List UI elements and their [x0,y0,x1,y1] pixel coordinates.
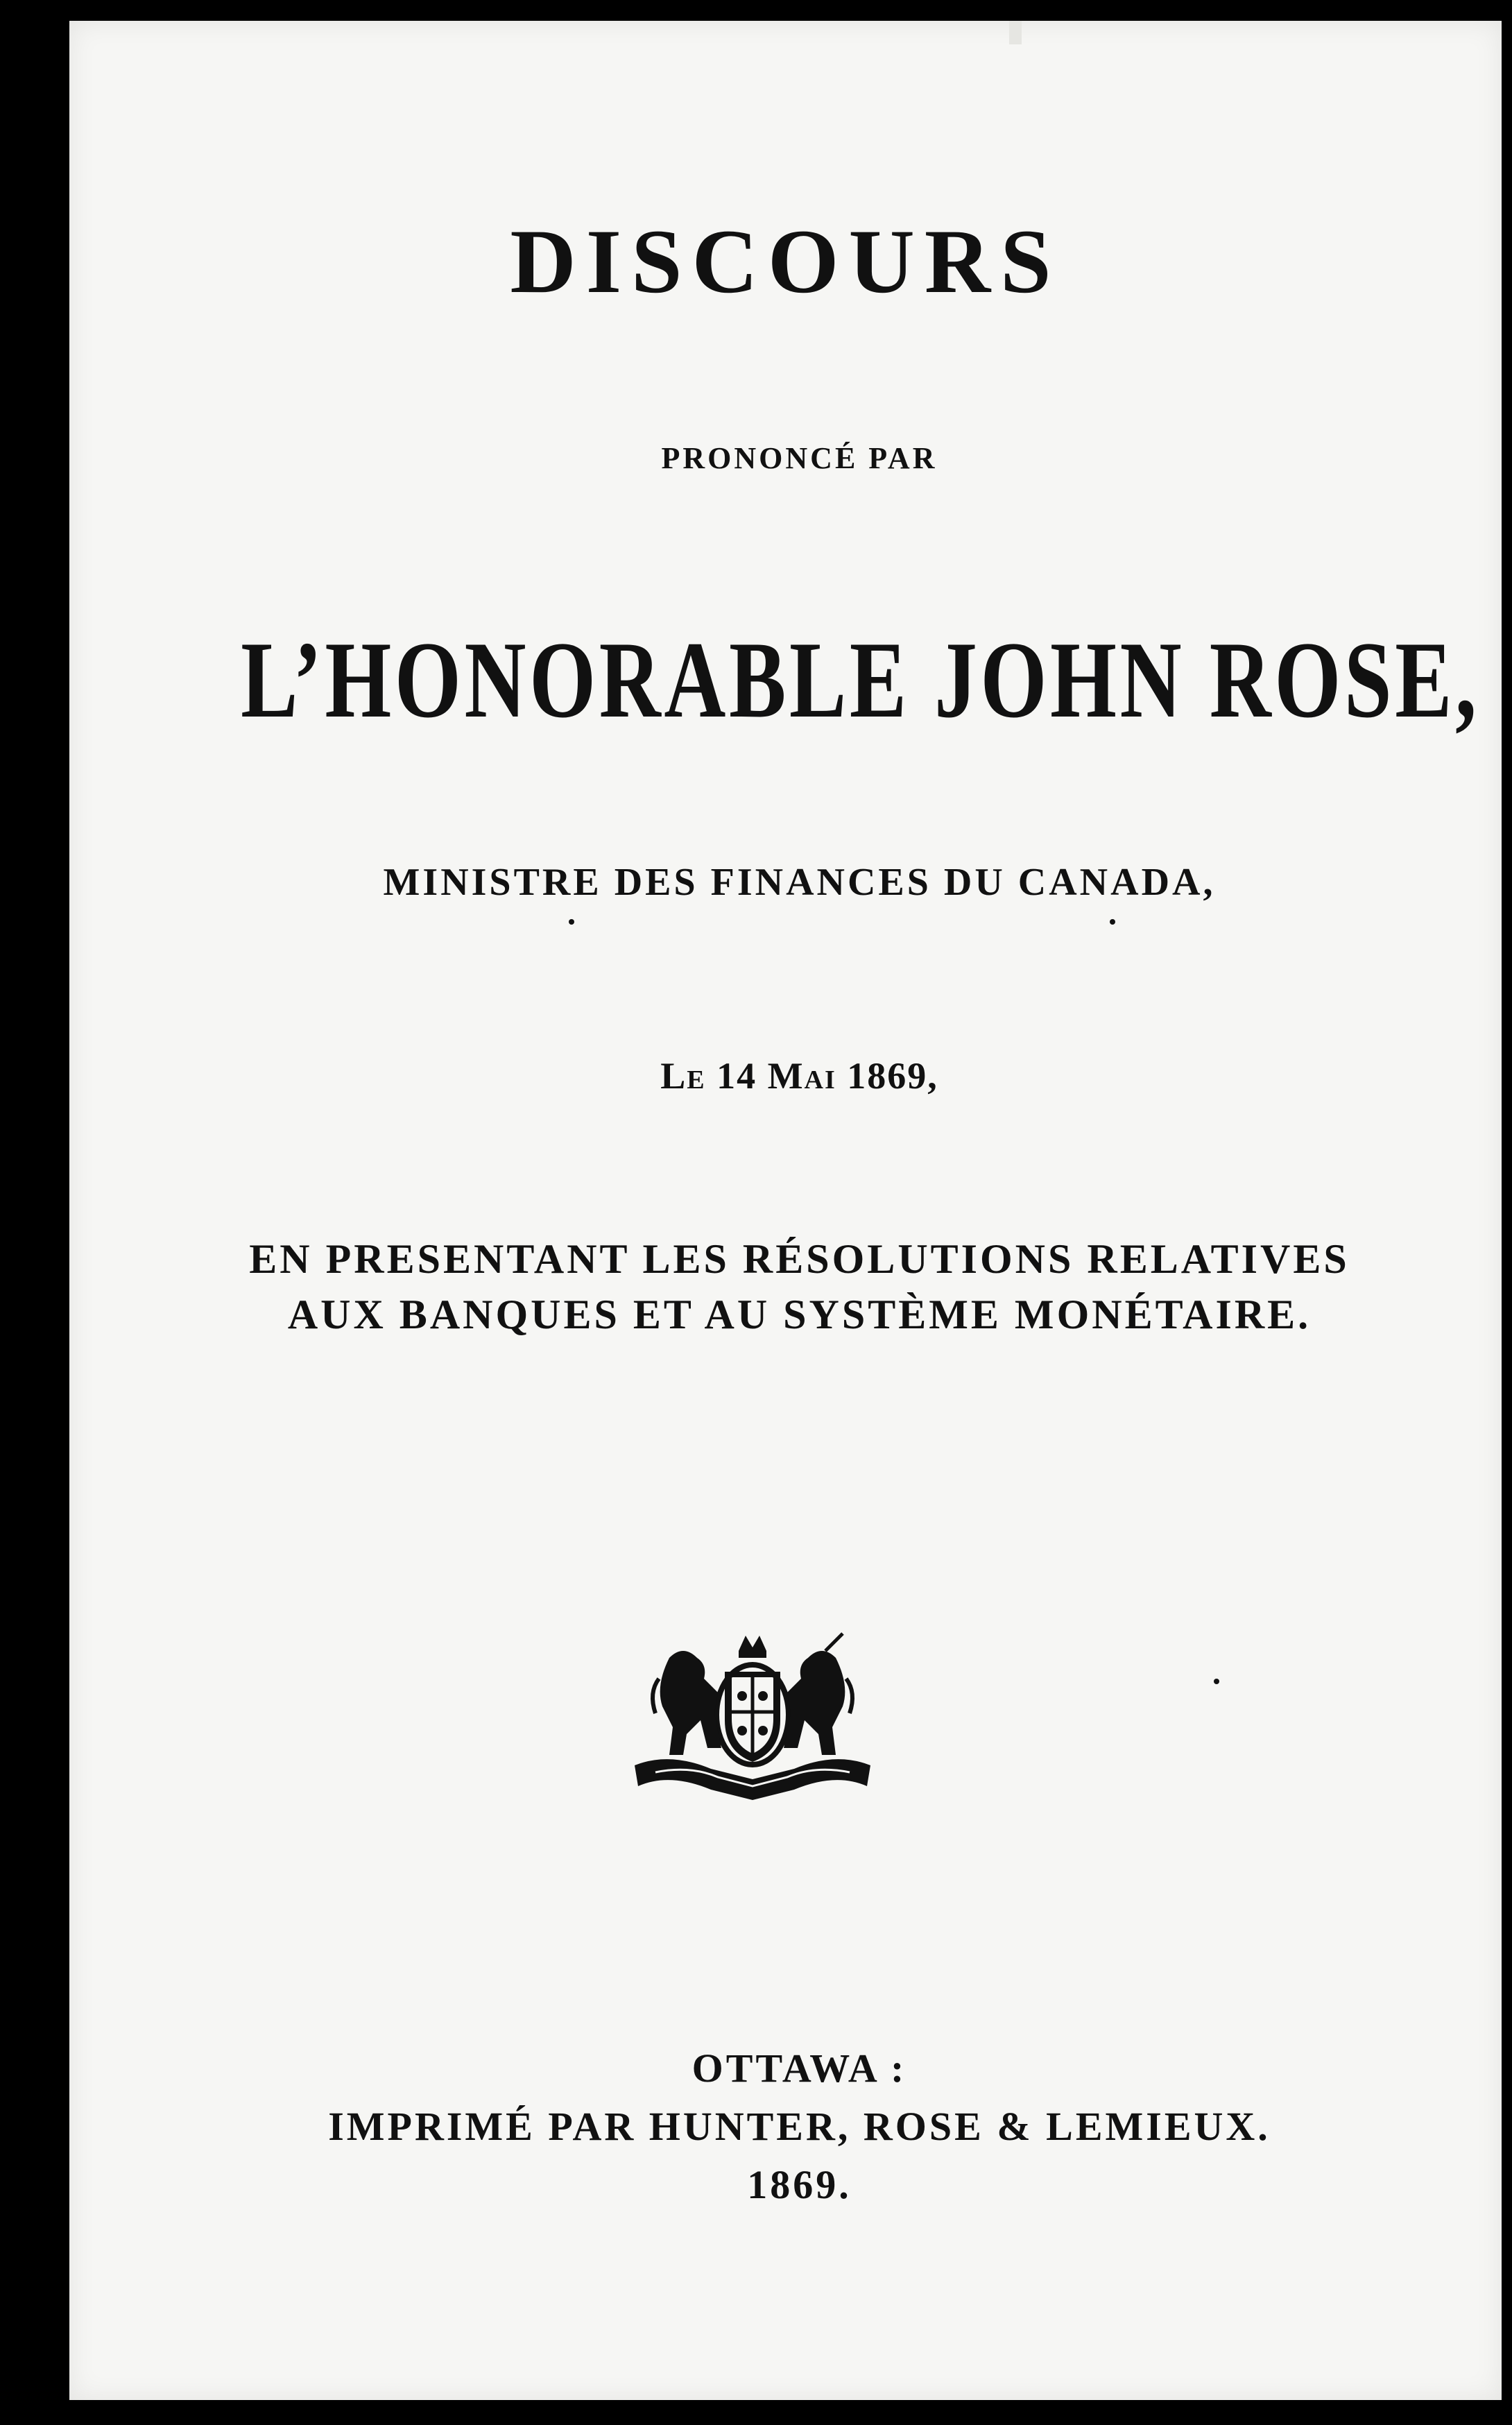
subject-line-2: AUX BANQUES ET AU SYSTÈME MONÉTAIRE. [287,1292,1312,1337]
ink-speck [1214,1679,1219,1684]
imprint-block [83,2039,1512,2214]
ink-speck [1110,919,1115,925]
imprint-printer: IMPRIMÉ PAR HUNTER, ROSE & LEMIEUX. [328,2104,1271,2149]
imprint-year: 1869. [747,2162,852,2207]
speech-date: Le 14 Mai 1869, [660,1055,938,1097]
author-office: MINISTRE DES FINANCES DU CANADA, [383,861,1216,904]
document-title: DISCOURS [510,210,1061,312]
ink-speck [569,919,574,925]
title-page [69,21,1502,2400]
author-name: L’HONORABLE JOHN ROSE, [241,619,1480,741]
page-edge [1009,21,1022,44]
pronounced-by-label: PRONONCÉ PAR [661,441,938,475]
imprint-city: OTTAWA : [691,2046,907,2091]
subject-block [83,1231,1512,1342]
subject-line-1: EN PRESENTANT LES RÉSOLUTIONS RELATIVES [249,1236,1350,1282]
royal-coat-of-arms-icon [628,1630,877,1803]
